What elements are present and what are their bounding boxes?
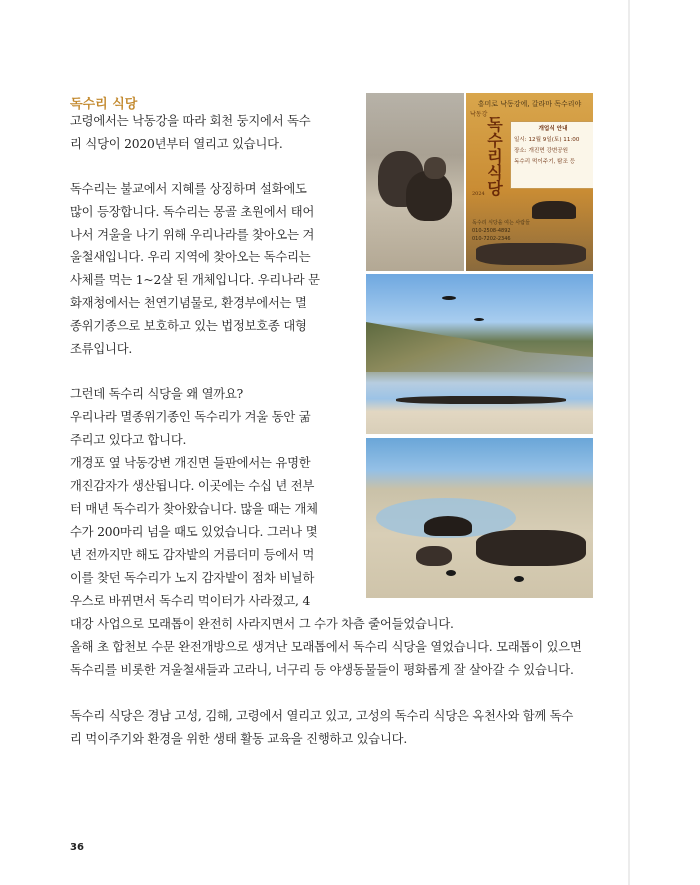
vultures-sandbar-photo [366,438,593,598]
event-poster [466,93,593,271]
paragraph-line: 이를 찾던 독수리가 노지 감자밭이 점차 비닐하 [70,571,315,585]
poster-box-date: 일시: 12월 9일(토) 11:00 [514,137,580,143]
poster-foot-line: 독수리 식당을 여는 사람들 [472,220,530,226]
river-landscape-photo [366,274,593,434]
paragraph-line: 대강 사업으로 모래톱이 완전히 사라지면서 그 수가 차츰 줄어들었습니다. [70,617,454,631]
paragraph-line: 주리고 있다고 합니다. [70,433,187,447]
poster-foot-line: 010-2508-4892 [472,228,511,234]
paragraph-line: 우리나라 멸종위기종인 독수리가 겨울 동안 굶 [70,410,311,424]
paragraph-line: 독수리 식당은 경남 고성, 김해, 고령에서 열리고 있고, 고성의 독수리 식당은 옥천사와 함께 독수 [70,709,574,723]
paragraph-line: 개경포 옆 낙동강변 개진면 들판에서는 유명한 [70,456,311,470]
paragraph-line: 나서 겨울을 나기 위해 우리나라를 찾아오는 겨 [70,228,315,242]
paragraph-line: 화재청에서는 천연기념물로, 환경부에서는 멸 [70,296,307,310]
poster-info-box [510,121,593,189]
paragraph-line: 많이 등장합니다. 독수리는 몽골 초원에서 태어 [70,205,315,219]
poster-top-text: 흥미로 낙동강에, 갈라마 독수리야 [477,100,582,108]
poster-box-program: 독수리 먹이주기, 탐조 등 [514,159,576,165]
section-heading: 독수리 식당 [70,97,138,112]
paragraph-line: 사체를 먹는 1~2살 된 개체입니다. 우리나라 문 [70,273,320,287]
paragraph-line: 년 전까지만 해도 감자밭의 거름더미 등에서 먹 [70,548,315,562]
paragraph-line: 조류입니다. [70,342,133,356]
poster-title: 독수리식당 [487,115,503,198]
paragraph-line: 고령에서는 낙동강을 따라 회천 둥지에서 독수 [70,114,311,128]
paragraph-line: 리 식당이 2020년부터 열리고 있습니다. [70,137,283,151]
paragraph-line: 올해 초 합천보 수문 완전개방으로 생겨난 모래톱에서 독수리 식당을 열었습니다. 모래톱이 있으면 [70,640,582,654]
poster-sub-text: 낙동강 [470,111,488,118]
paragraph-line: 그런데 독수리 식당을 왜 열까요? [70,387,244,401]
poster-box-place: 장소: 개진면 강변공원 [514,148,569,154]
vulture-poster-photo [366,93,593,271]
paragraph-line: 울철새입니다. 우리 지역에 찾아오는 독수리는 [70,250,311,264]
paragraph-line: 리 먹이주기와 환경을 위한 생태 활동 교육을 진행하고 있습니다. [70,732,408,746]
paragraph-line: 수가 200마리 넘을 때도 있었습니다. 그러나 몇 [70,525,318,539]
poster-footer [472,219,552,243]
paragraph-line: 터 매년 독수리가 찾아왔습니다. 많을 때는 개체 [70,502,318,516]
paragraph-line: 종위기종으로 보호하고 있는 법정보호종 대형 [70,319,307,333]
paragraph-line: 독수리를 비롯한 겨울철새들과 고라니, 너구리 등 야생동물들이 평화롭게 잘 살아갈 수 있습니다. [70,663,574,677]
paragraph-line: 독수리는 불교에서 지혜를 상징하며 설화에도 [70,182,307,196]
poster-year: 2024 [472,191,485,197]
poster-foot-line: 010-7202-2346 [472,236,511,242]
vultures-ground-photo [366,93,464,271]
poster-box-title: 개업식 안내 [538,126,568,132]
page-edge-strip [628,0,630,885]
paragraph-line: 우스로 바뀌면서 독수리 먹이터가 사라졌고, 4 [70,594,311,608]
page-number: 36 [70,842,84,853]
paragraph-line: 개진감자가 생산됩니다. 이곳에는 수십 년 전부 [70,479,315,493]
